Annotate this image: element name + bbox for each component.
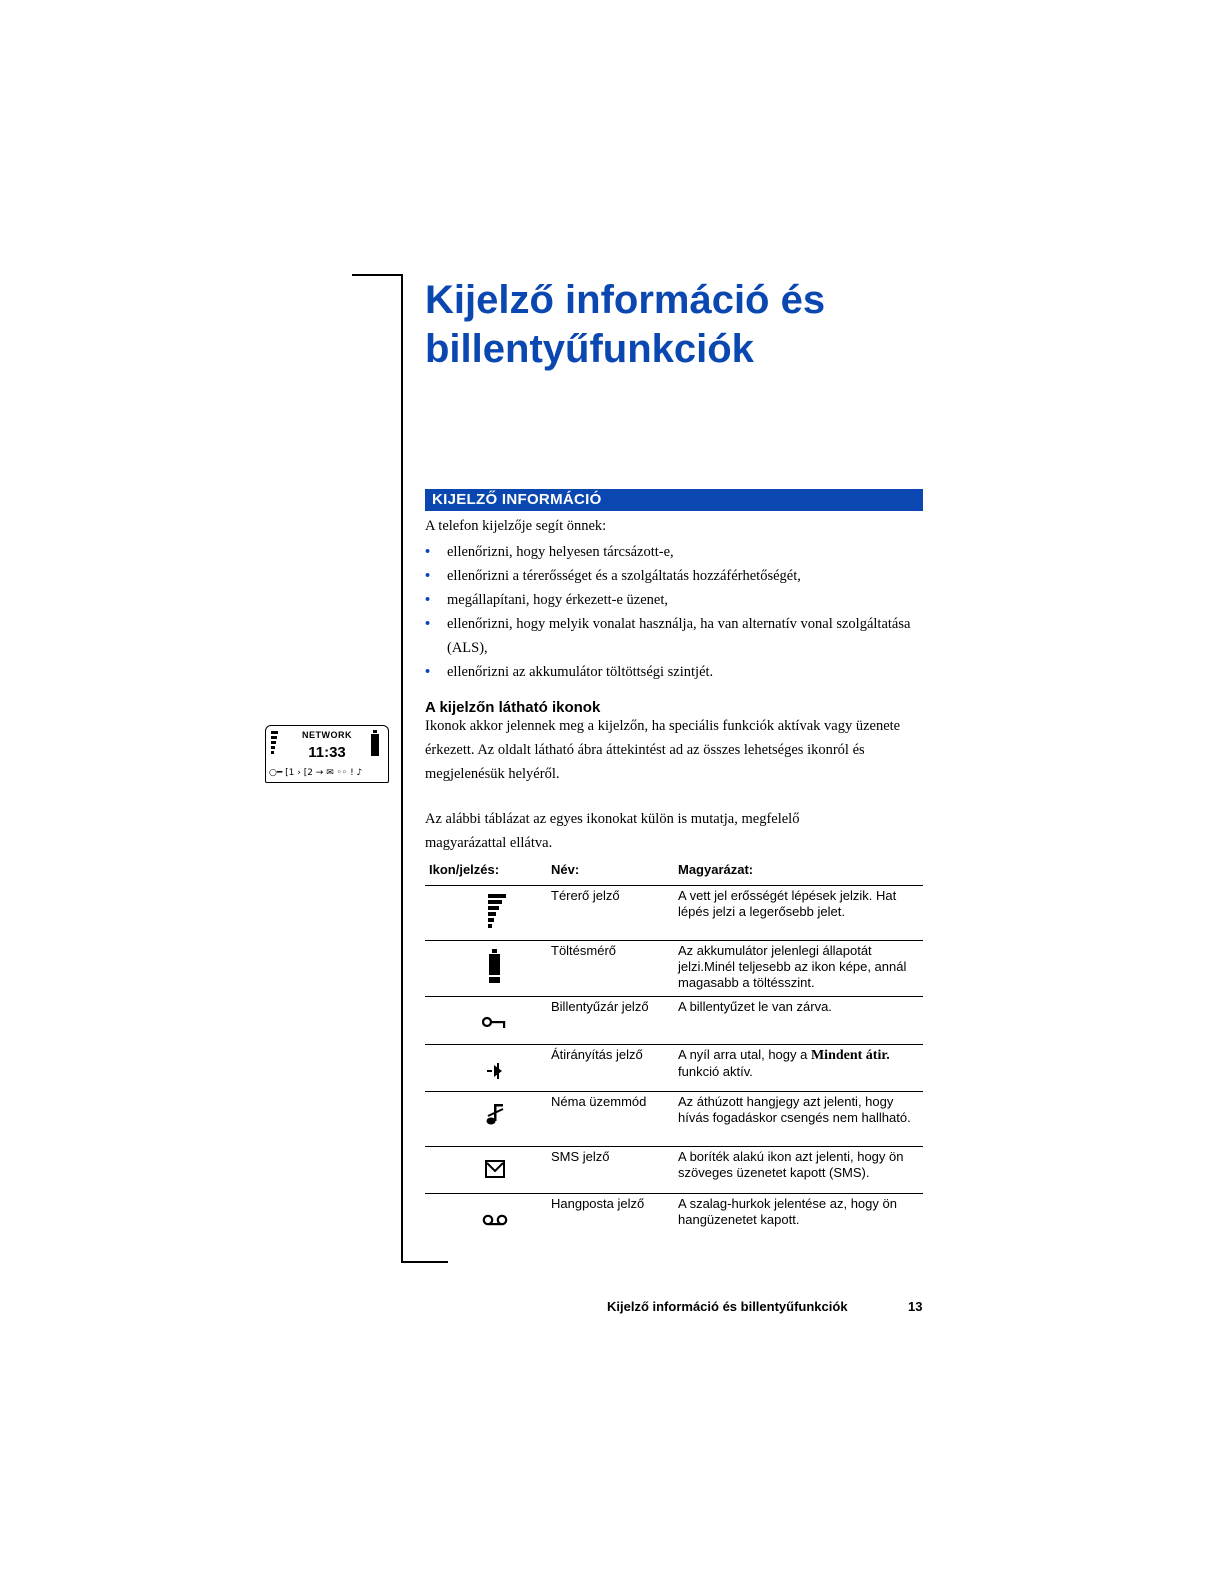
row-name: Billentyűzár jelző — [551, 999, 649, 1014]
bullet-icon: • — [425, 592, 431, 608]
phone-display-illustration — [265, 725, 389, 783]
row-description: A szalag-hurkok jelentése az, hogy ön hangüzenetet kapott. — [678, 1196, 897, 1227]
table-header-desc: Magyarázat: — [678, 862, 754, 877]
frame-top-rule — [352, 274, 402, 276]
section-heading: KIJELZŐ INFORMÁCIÓ — [425, 489, 923, 511]
row-name: Térerő jelző — [551, 888, 620, 903]
bullet-list — [425, 540, 925, 684]
battery-icon — [371, 730, 380, 756]
table-row — [425, 940, 923, 996]
frame-left-rule — [401, 274, 403, 1263]
silent-mode-icon — [486, 1104, 504, 1126]
footer-title: Kijelző információ és billentyűfunkciók — [607, 1299, 848, 1314]
divert-arrow-icon — [487, 1063, 503, 1079]
table-row — [425, 1146, 923, 1193]
row-description: A boríték alakú ikon azt jelenti, hogy ön szöveges üzenetet kapott (SMS). — [678, 1149, 904, 1180]
list-item: • ellenőrizni az akkumulátor töltöttségi szintjét. — [425, 660, 925, 684]
table-header-icon: Ikon/jelzés: — [429, 862, 500, 877]
intro-text: A telefon kijelzője segít önnek: — [425, 518, 607, 534]
signal-strength-icon — [484, 894, 506, 928]
list-item: • ellenőrizni a térerősséget és a szolgáltatás hozzáférhetőségét, — [425, 564, 925, 588]
clock-time: 11:33 — [308, 744, 346, 761]
row-description: Az áthúzott hangjegy azt jelenti, hogy hívás fogadáskor csengés nem hallható. — [678, 1094, 911, 1125]
network-name: NETWORK — [302, 730, 352, 740]
row-description: Az akkumulátor jelenlegi állapotát jelzi.Minél teljesebb az ikon képe, annál magasabb a töltésszint. — [678, 943, 907, 990]
list-item: • ellenőrizni, hogy melyik vonalat használja, ha van alternatív vonal szolgáltatása (ALS), — [425, 612, 925, 660]
row-name: SMS jelző — [551, 1149, 610, 1164]
battery-icon — [488, 949, 502, 983]
subheading: A kijelzőn látható ikonok — [425, 699, 601, 716]
status-icon-row: ○━ [1 › [2 → ✉ ◦◦ ! ♪ — [269, 768, 363, 778]
list-item: • megállapítani, hogy érkezett-e üzenet, — [425, 588, 925, 612]
voicemail-icon — [482, 1214, 508, 1226]
page-number: 13 — [908, 1299, 923, 1314]
row-description: A nyíl arra utal, hogy a Mindent átir. funkció aktív. — [678, 1047, 890, 1079]
table-intro-paragraph: Az alábbi táblázat az egyes ikonokat külön is mutatja, megfelelő magyarázattal ellátva. — [425, 811, 800, 851]
bullet-icon: • — [425, 616, 431, 632]
table-row — [425, 1044, 923, 1091]
frame-bottom-rule — [401, 1261, 448, 1263]
row-name: Töltésmérő — [551, 943, 617, 958]
key-icon — [482, 1015, 508, 1029]
table-row — [425, 885, 923, 940]
bullet-icon: • — [425, 568, 431, 584]
table-row — [425, 1091, 923, 1146]
page-title: Kijelző információ és billentyűfunkciók — [425, 278, 826, 371]
row-name: Hangposta jelző — [551, 1196, 645, 1211]
table-row — [425, 996, 923, 1044]
table-header-name: Név: — [551, 862, 580, 877]
sms-envelope-icon — [485, 1160, 505, 1178]
bullet-icon: • — [425, 664, 431, 680]
row-name: Átirányítás jelző — [551, 1047, 643, 1062]
bullet-icon: • — [425, 544, 431, 560]
list-item: • ellenőrizni, hogy helyesen tárcsázott-e, — [425, 540, 925, 564]
icons-paragraph: Ikonok akkor jelennek meg a kijelzőn, ha speciális funkciók aktívak vagy üzenete érkezett. Az oldalt látható ábra áttekintést ad az összes lehetséges ikonról és megjelenésük helyéről. — [425, 718, 901, 782]
row-description: A vett jel erősségét lépések jelzik. Hat lépés jelzi a legerősebb jelet. — [678, 888, 897, 919]
table-row — [425, 1193, 923, 1248]
row-description: A billentyűzet le van zárva. — [678, 999, 832, 1014]
row-name: Néma üzemmód — [551, 1094, 647, 1109]
